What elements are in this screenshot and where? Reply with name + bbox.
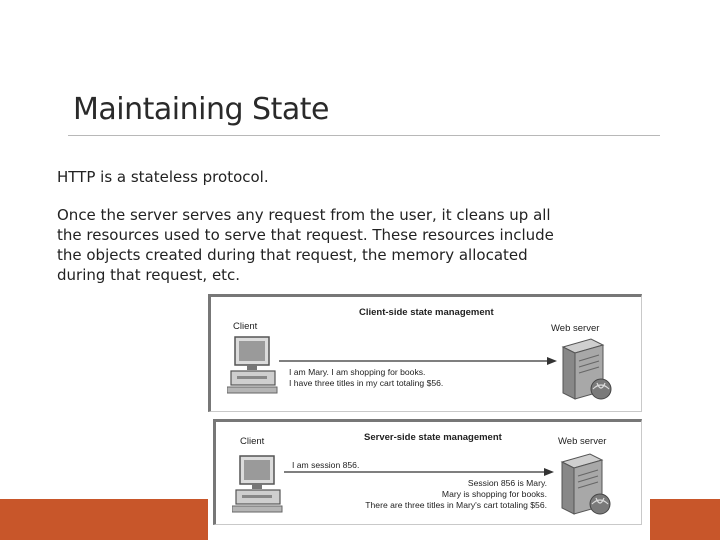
message-line-1: I am Mary. I am shopping for books. xyxy=(289,367,426,377)
message-line-2: I have three titles in my cart totaling $56. xyxy=(289,378,444,388)
slide-title: Maintaining State xyxy=(73,92,329,127)
diagram-heading: Client-side state management xyxy=(359,307,494,318)
response-line-2: Mary is shopping for books. xyxy=(441,489,547,499)
server-icon xyxy=(557,337,617,403)
client-side-diagram xyxy=(208,294,642,412)
server-icon xyxy=(556,452,616,518)
web-server-label: Web server xyxy=(558,436,607,447)
web-server-label: Web server xyxy=(551,323,600,334)
client-label: Client xyxy=(240,436,265,447)
response-line-3: There are three titles in Mary's cart totaling $56. xyxy=(365,500,547,510)
paragraph-cleanup: Once the server serves any request from the user, it cleans up all the resources used to serve that request. These resources include the objects created during that request, the memory allocated during that request, etc. xyxy=(57,206,554,284)
title-divider xyxy=(68,135,660,136)
footer-accent-bar-left xyxy=(0,499,208,540)
diagram-heading: Server-side state management xyxy=(364,432,502,443)
footer-accent-bar-right xyxy=(650,499,720,540)
server-side-diagram xyxy=(213,419,642,525)
response-line-1: Session 856 is Mary. xyxy=(467,478,547,488)
paragraph-stateless: HTTP is a stateless protocol. xyxy=(57,168,269,186)
request-text: I am session 856. xyxy=(292,460,360,470)
client-label: Client xyxy=(233,321,258,332)
